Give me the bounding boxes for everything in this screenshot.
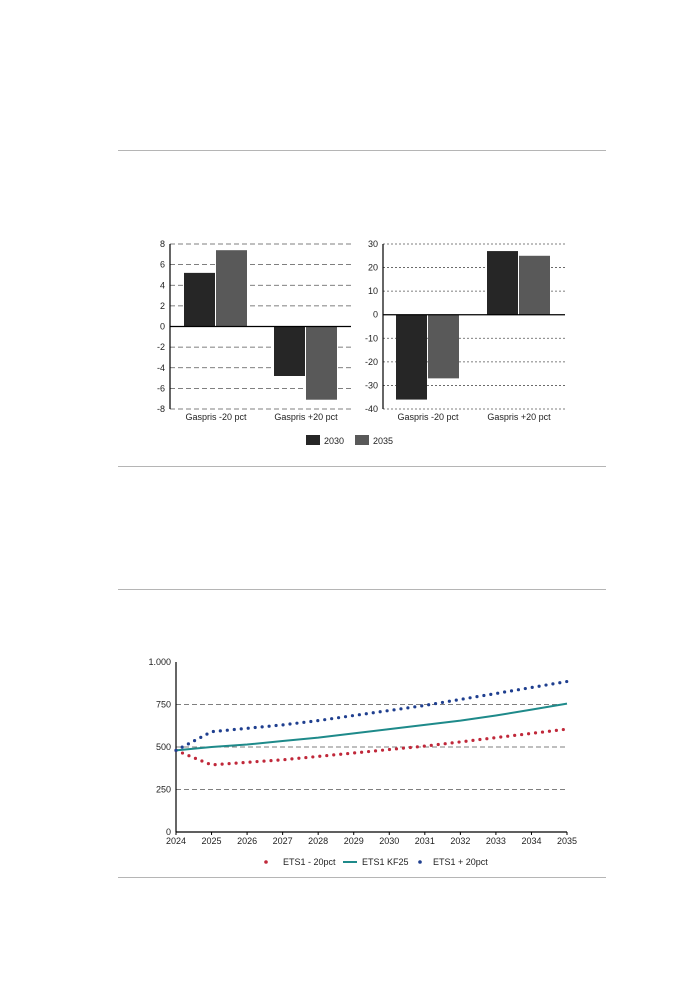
bar-2035-plus — [519, 256, 550, 315]
series-ets1-plus-20pct — [176, 682, 567, 751]
x-tick-label: 2024 — [165, 836, 187, 846]
y-tick-label: 20 — [367, 262, 378, 273]
y-tick-label: -4 — [156, 362, 165, 373]
y-tick-label: 0 — [372, 309, 378, 320]
legend-label-ets1-minus: ETS1 - 20pct — [283, 857, 336, 867]
bar-legend — [306, 435, 393, 446]
y-tick-label: -2 — [156, 342, 165, 353]
legend-swatch-2030 — [306, 435, 320, 445]
y-tick-label: 0 — [165, 827, 171, 837]
y-tick-label: 30 — [367, 239, 378, 249]
x-tick-label: 2031 — [414, 836, 435, 846]
bar-2030-minus — [184, 273, 215, 327]
line-chart — [148, 657, 577, 846]
y-tick-label: 8 — [159, 239, 165, 249]
x-tick-label: 2035 — [556, 836, 578, 846]
x-category-label: Gaspris -20 pct — [185, 412, 247, 422]
y-tick-label: 10 — [367, 286, 378, 297]
bar-2030-minus — [396, 315, 427, 400]
legend-label-ets1-plus: ETS1 + 20pct — [433, 857, 488, 867]
y-tick-label: -6 — [156, 383, 165, 394]
bar-2035-minus — [428, 315, 459, 379]
x-tick-label: 2032 — [450, 836, 471, 846]
y-tick-label: -8 — [156, 404, 165, 414]
y-tick-label: -20 — [364, 356, 378, 367]
legend-label-2030: 2030 — [324, 436, 345, 446]
bar-2030-plus — [274, 327, 305, 377]
x-tick-label: 2025 — [201, 836, 222, 846]
x-category-label: Gaspris -20 pct — [397, 412, 459, 422]
legend-label-2035: 2035 — [373, 436, 394, 446]
legend-label-ets1-kf25: ETS1 KF25 — [362, 857, 409, 867]
bar-2035-minus — [216, 250, 247, 326]
x-tick-label: 2033 — [485, 836, 506, 846]
y-tick-label: -40 — [364, 404, 378, 414]
y-tick-label: 0 — [159, 321, 165, 332]
legend-dot-red — [264, 860, 268, 864]
legend-dot-blue — [418, 860, 422, 864]
bar-chart-1 — [157, 239, 351, 422]
bar-2030-plus — [487, 251, 518, 315]
x-tick-label: 2027 — [272, 836, 293, 846]
y-tick-label: 4 — [159, 280, 165, 291]
x-tick-label: 2034 — [521, 836, 542, 846]
y-tick-label: 750 — [155, 699, 171, 710]
bar-2035-plus — [306, 327, 337, 400]
x-category-label: Gaspris +20 pct — [274, 412, 338, 422]
series-ets1-kf25 — [176, 704, 567, 751]
legend-swatch-2035 — [355, 435, 369, 445]
y-tick-label: 2 — [159, 300, 165, 311]
y-tick-label: -10 — [364, 333, 378, 344]
y-tick-label: 500 — [155, 742, 171, 752]
x-tick-label: 2026 — [237, 836, 258, 846]
bar-chart-2 — [365, 239, 565, 422]
y-tick-label: 250 — [155, 784, 171, 795]
x-tick-label: 2028 — [308, 836, 329, 846]
x-category-label: Gaspris +20 pct — [487, 412, 551, 422]
x-tick-label: 2030 — [379, 836, 400, 846]
y-tick-label: -30 — [364, 380, 378, 391]
line-legend — [264, 857, 488, 867]
y-tick-label: 1.000 — [148, 657, 171, 667]
y-tick-label: 6 — [159, 259, 165, 270]
x-tick-label: 2029 — [343, 836, 364, 846]
